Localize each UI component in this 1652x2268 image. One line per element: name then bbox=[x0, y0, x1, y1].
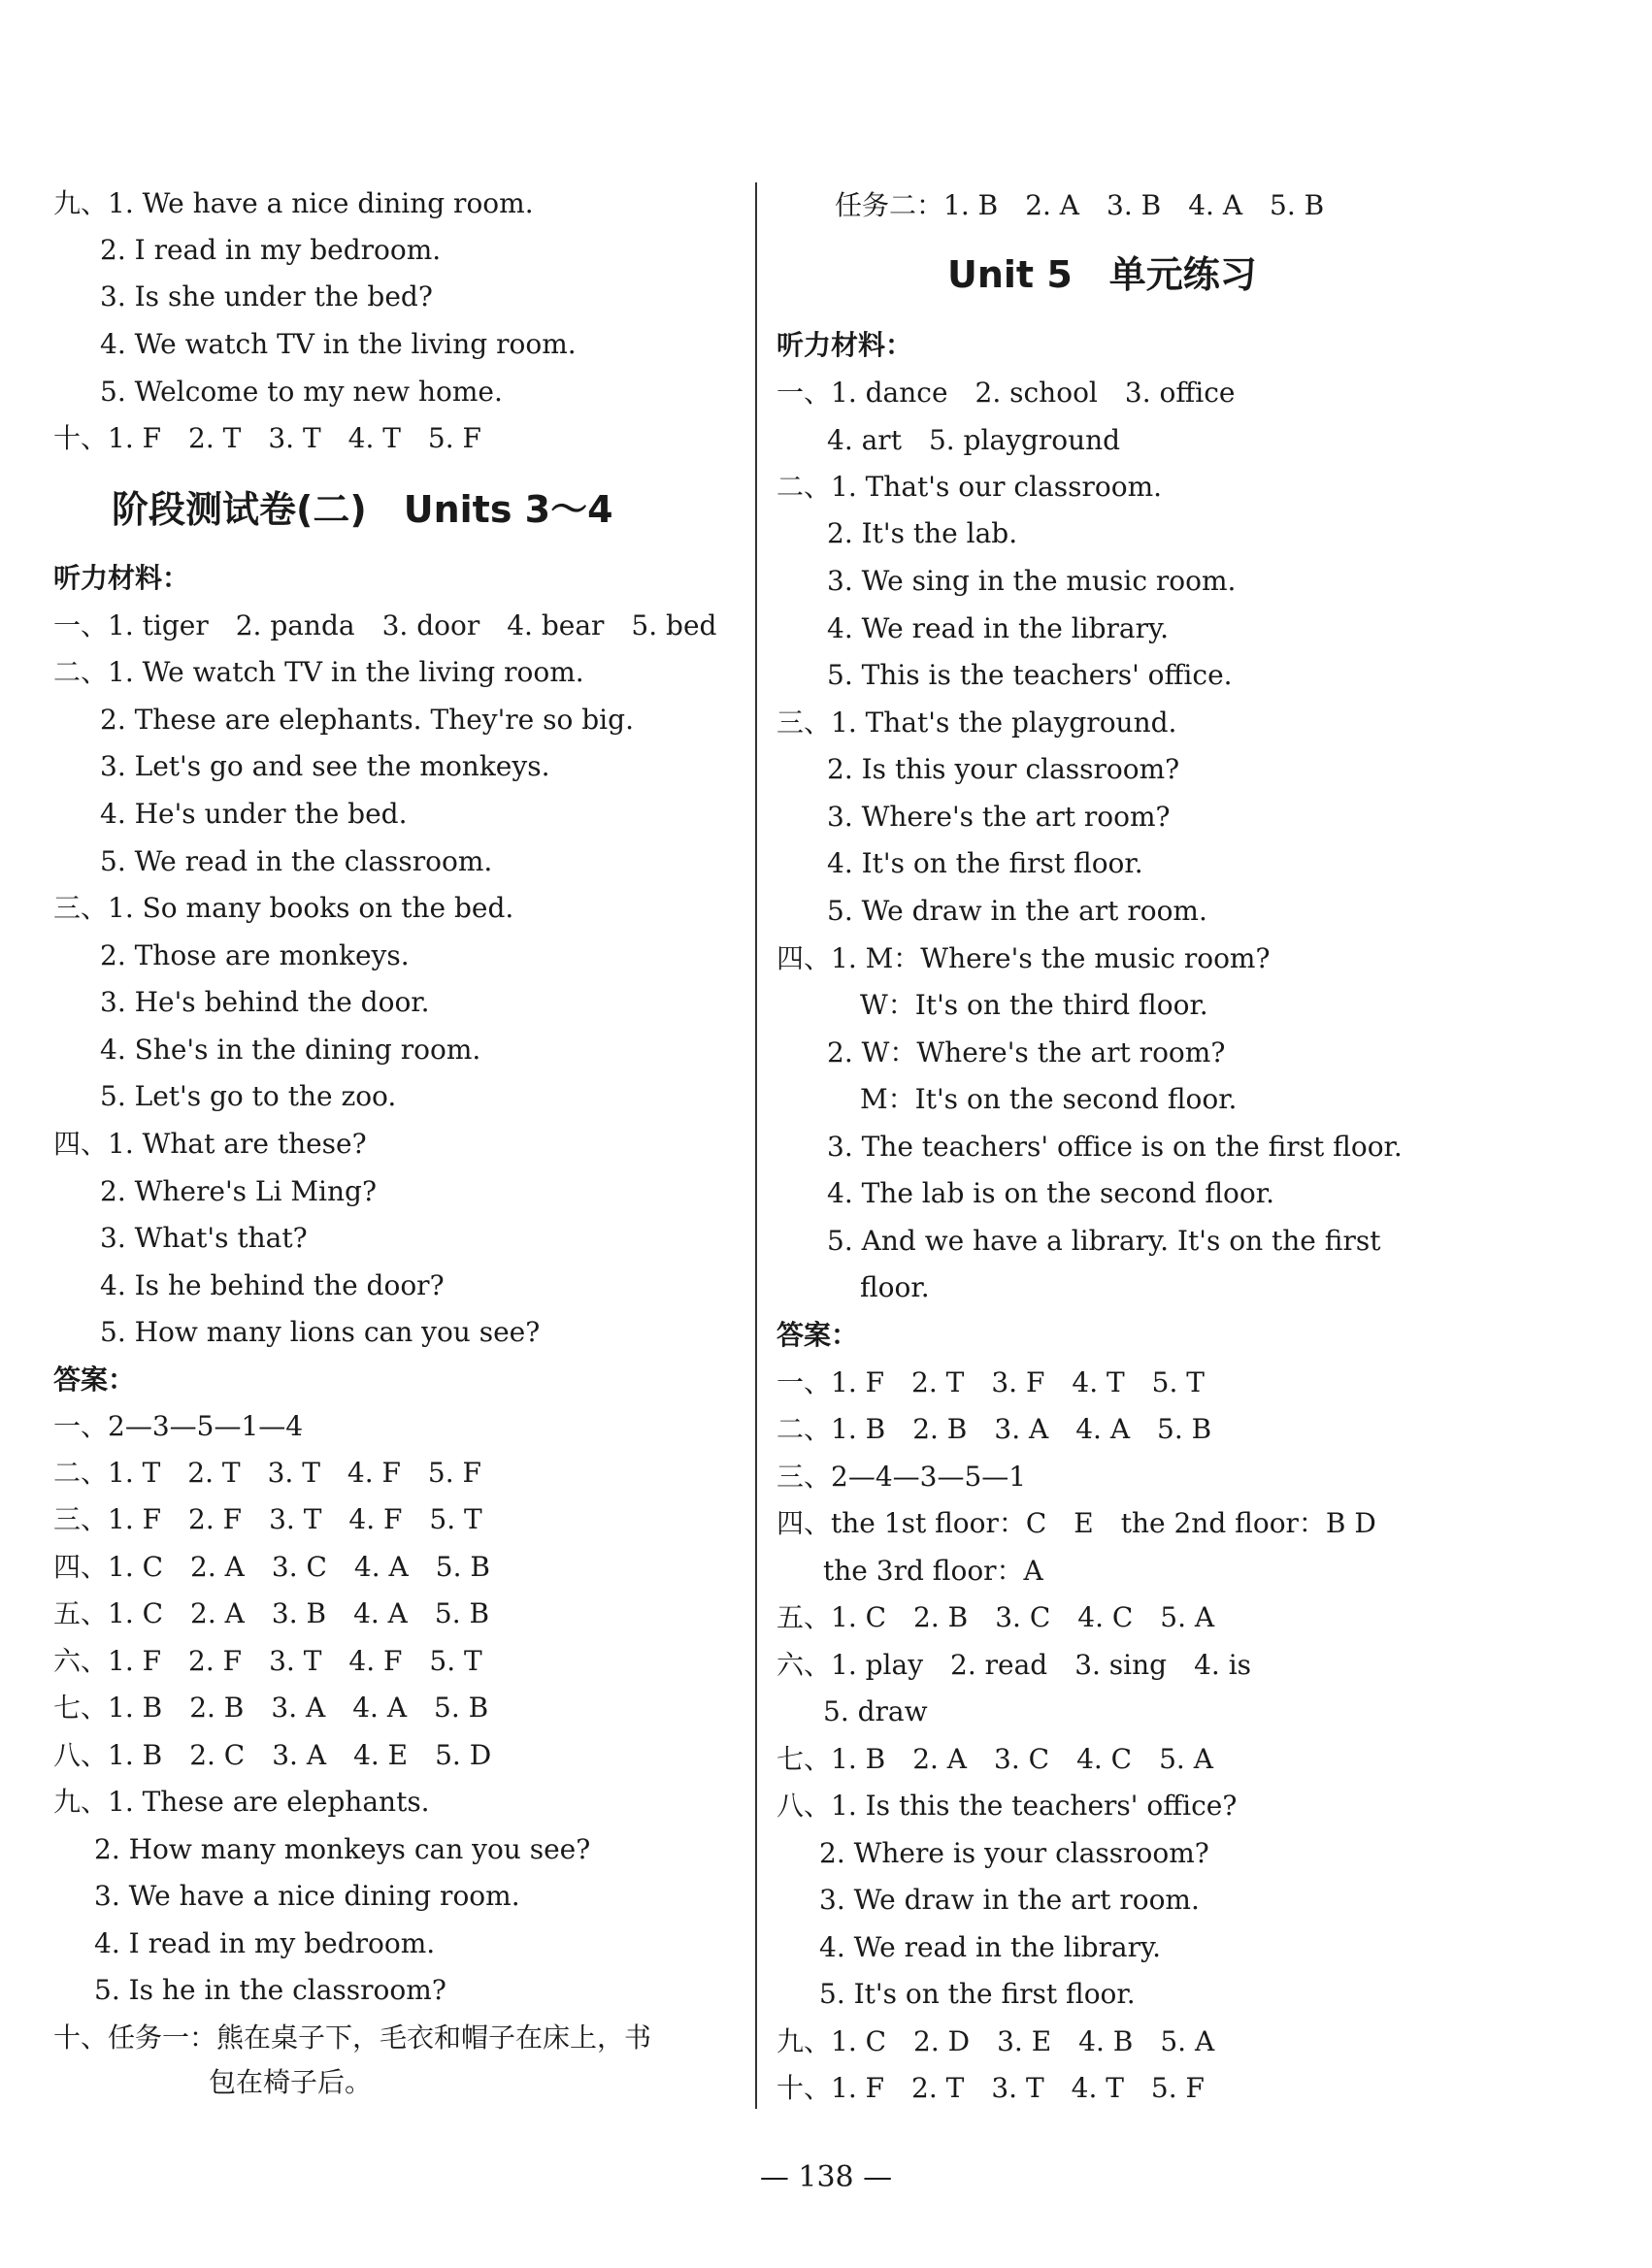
text-line: 任务二：1. B 2. A 3. B 4. A 5. B bbox=[835, 189, 1325, 221]
text-line: 二、1. We watch TV in the living room. bbox=[53, 656, 584, 688]
text-line: 4. We read in the library. bbox=[819, 1931, 1161, 1963]
text-line: 二、1. T 2. T 3. T 4. F 5. F bbox=[53, 1457, 481, 1489]
text-line: 3. The teachers' office is on the first floor. bbox=[827, 1131, 1403, 1163]
page-number: — 138 — bbox=[759, 2160, 893, 2194]
text-line: W：It's on the third floor. bbox=[860, 989, 1208, 1021]
text-line: 5. We read in the classroom. bbox=[100, 845, 493, 877]
column-divider bbox=[755, 182, 757, 2109]
text-line: 4. She's in the dining room. bbox=[100, 1034, 481, 1066]
text-line: 一、1. dance 2. school 3. office bbox=[776, 377, 1236, 409]
text-line: 四、1. What are these? bbox=[53, 1128, 367, 1160]
text-line: 4. Is he behind the door? bbox=[100, 1269, 445, 1301]
text-line: 3. He's behind the door. bbox=[100, 986, 430, 1018]
text-line: 3. We have a nice dining room. bbox=[94, 1880, 520, 1912]
text-line: floor. bbox=[860, 1271, 930, 1303]
text-line: 2. W：Where's the art room? bbox=[827, 1036, 1226, 1068]
text-line: 4. We read in the library. bbox=[827, 612, 1169, 644]
section-title: Unit 5 单元练习 bbox=[947, 253, 1257, 296]
text-line: 5. We draw in the art room. bbox=[827, 895, 1207, 927]
text-line: 一、2—3—5—1—4 bbox=[53, 1410, 304, 1442]
text-line: 5. It's on the first floor. bbox=[819, 1978, 1136, 2010]
text-line: 3. Let's go and see the monkeys. bbox=[100, 750, 550, 782]
text-line: 六、1. F 2. F 3. T 4. F 5. T bbox=[53, 1645, 482, 1677]
text-line: 3. We draw in the art room. bbox=[819, 1884, 1200, 1916]
text-line: 5. This is the teachers' office. bbox=[827, 659, 1233, 691]
text-line: 2. It's the lab. bbox=[827, 517, 1018, 549]
text-line: 二、1. That's our classroom. bbox=[776, 471, 1163, 503]
text-line: 三、1. That's the playground. bbox=[776, 707, 1177, 739]
text-line: 六、1. play 2. read 3. sing 4. is bbox=[776, 1649, 1252, 1681]
text-line: the 3rd floor：A bbox=[823, 1555, 1043, 1587]
text-line: 2. Where's Li Ming? bbox=[100, 1175, 377, 1207]
text-line: 一、1. F 2. T 3. F 4. T 5. T bbox=[776, 1366, 1205, 1398]
answers-label: 答案： bbox=[776, 1319, 859, 1351]
listening-label: 听力材料： bbox=[53, 562, 190, 594]
text-line: 七、1. B 2. A 3. C 4. C 5. A bbox=[776, 1743, 1213, 1775]
text-line: 三、1. So many books on the bed. bbox=[53, 892, 514, 924]
text-line: 九、1. These are elephants. bbox=[53, 1786, 430, 1818]
text-line: 4. I read in my bedroom. bbox=[94, 1927, 436, 1959]
text-line: 八、1. B 2. C 3. A 4. E 5. D bbox=[53, 1739, 492, 1771]
text-line: 4. We watch TV in the living room. bbox=[100, 328, 577, 360]
text-line: 八、1. Is this the teachers' office? bbox=[776, 1790, 1238, 1822]
text-line: 2. Those are monkeys. bbox=[100, 939, 410, 971]
text-line: 5. Let's go to the zoo. bbox=[100, 1080, 397, 1112]
text-line: 5. Is he in the classroom? bbox=[94, 1974, 446, 2006]
text-line: 3. Is she under the bed? bbox=[100, 280, 433, 312]
text-line: 一、1. tiger 2. panda 3. door 4. bear 5. bed bbox=[53, 609, 717, 641]
text-line: 九、1. C 2. D 3. E 4. B 5. A bbox=[776, 2025, 1215, 2057]
text-line: 4. He's under the bed. bbox=[100, 798, 408, 830]
text-line: 七、1. B 2. B 3. A 4. A 5. B bbox=[53, 1692, 489, 1724]
text-line: 3. Where's the art room? bbox=[827, 801, 1171, 833]
text-line: 四、the 1st floor：C E the 2nd floor：B D bbox=[776, 1507, 1376, 1539]
text-line: 2. I read in my bedroom. bbox=[100, 234, 442, 266]
text-line: 4. art 5. playground bbox=[827, 424, 1121, 456]
text-line: 十、任务一：熊在桌子下，毛衣和帽子在床上，书 bbox=[53, 2021, 652, 2054]
text-line: 十、1. F 2. T 3. T 4. T 5. F bbox=[776, 2072, 1205, 2104]
text-line: M：It's on the second floor. bbox=[860, 1083, 1238, 1115]
text-line: 九、1. We have a nice dining room. bbox=[53, 187, 534, 219]
text-line: 5. How many lions can you see? bbox=[100, 1316, 541, 1348]
text-line: 四、1. M：Where's the music room? bbox=[776, 942, 1271, 974]
text-line: 3. We sing in the music room. bbox=[827, 565, 1237, 597]
text-line: 五、1. C 2. B 3. C 4. C 5. A bbox=[776, 1601, 1215, 1633]
text-line: 三、1. F 2. F 3. T 4. F 5. T bbox=[53, 1503, 482, 1535]
section-title: 阶段测试卷(二) Units 3～4 bbox=[112, 488, 613, 531]
text-line: 五、1. C 2. A 3. B 4. A 5. B bbox=[53, 1597, 490, 1629]
text-line: 2. Is this your classroom? bbox=[827, 753, 1180, 785]
text-line: 4. The lab is on the second floor. bbox=[827, 1177, 1274, 1209]
listening-label: 听力材料： bbox=[776, 329, 913, 361]
text-line: 5. draw bbox=[823, 1695, 928, 1727]
text-line: 2. Where is your classroom? bbox=[819, 1837, 1209, 1869]
text-line: 包在椅子后。 bbox=[209, 2066, 373, 2098]
text-line: 4. It's on the first floor. bbox=[827, 847, 1143, 879]
text-line: 十、1. F 2. T 3. T 4. T 5. F bbox=[53, 422, 481, 454]
answers-label: 答案： bbox=[53, 1364, 136, 1396]
text-line: 3. What's that? bbox=[100, 1222, 308, 1254]
text-line: 5. And we have a library. It's on the first bbox=[827, 1225, 1381, 1257]
text-line: 2. How many monkeys can you see? bbox=[94, 1833, 591, 1865]
text-line: 四、1. C 2. A 3. C 4. A 5. B bbox=[53, 1551, 490, 1583]
text-line: 2. These are elephants. They're so big. bbox=[100, 704, 634, 736]
text-line: 二、1. B 2. B 3. A 4. A 5. B bbox=[776, 1413, 1212, 1445]
text-line: 三、2—4—3—5—1 bbox=[776, 1461, 1027, 1493]
text-line: 5. Welcome to my new home. bbox=[100, 376, 503, 408]
